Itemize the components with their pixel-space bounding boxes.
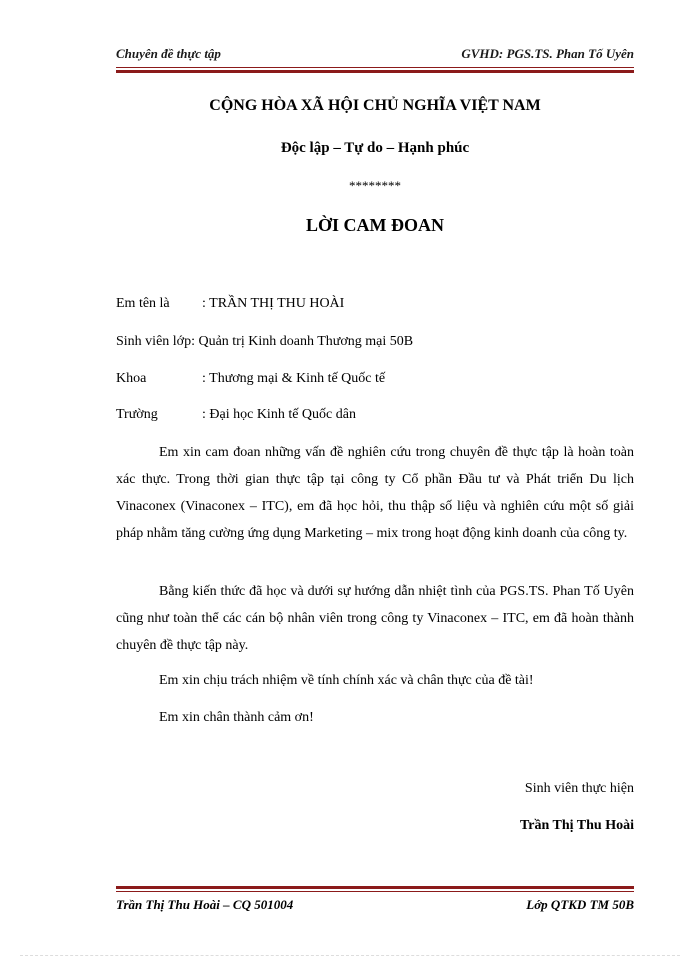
info-value: : TRẦN THỊ THU HOÀI <box>202 296 345 311</box>
body-paragraph: Em xin cam đoan những vấn đề nghiên cứu trong chuyên đề thực tập là hoàn toàn xác thực. Trong thời gian thực tập tại công ty Cổ phần Đầu tư và Phát triển Du lịch Vinaconex (Vinaconex – ITC), em đã học hỏi, thu thập số liệu và nghiên cứu một số giải pháp nhằm tăng cường ứng dụng Marketing – mix trong hoạt động kinh doanh của công ty. <box>116 445 634 541</box>
header-rule-thick <box>116 70 634 73</box>
footer-right-text: Lớp QTKD TM 50B <box>526 897 634 912</box>
info-value: : Thương mại & Kinh tế Quốc tế <box>202 371 386 386</box>
page-bottom-edge <box>20 955 680 956</box>
body-paragraph: Em xin chịu trách nhiệm về tính chính xác và chân thực của đề tài! <box>159 673 534 688</box>
national-motto: Độc lập – Tự do – Hạnh phúc <box>280 140 470 156</box>
national-title: CỘNG HÒA XÃ HỘI CHỦ NGHĨA VIỆT NAM <box>209 97 541 114</box>
header-left-text: Chuyên đề thực tập <box>116 46 221 61</box>
body-paragraph: Em xin chân thành cảm ơn! <box>159 710 314 725</box>
info-row-school <box>116 407 356 423</box>
info-row-name <box>116 296 344 312</box>
info-value: : Quản trị Kinh doanh Thương mại 50B <box>191 334 414 349</box>
header-rule-thin <box>116 67 634 68</box>
page-header <box>116 46 634 66</box>
info-label: Em tên là <box>116 296 170 311</box>
info-label: Khoa <box>116 371 147 386</box>
footer-rule-thin <box>116 891 634 892</box>
footer-rule-thick <box>116 886 634 889</box>
signature-name: Trần Thị Thu Hoài <box>520 818 634 833</box>
page-footer <box>116 897 634 917</box>
footer-left-text: Trần Thị Thu Hoài – CQ 501004 <box>116 897 294 912</box>
signature-role: Sinh viên thực hiện <box>524 781 634 796</box>
info-label: Trường <box>116 407 158 422</box>
info-row-class <box>116 334 413 350</box>
document-title: LỜI CAM ĐOAN <box>306 215 444 235</box>
info-label: Sinh viên lớp <box>116 334 192 349</box>
header-right-text: GVHD: PGS.TS. Phan Tố Uyên <box>461 46 634 61</box>
info-row-faculty <box>116 371 385 387</box>
info-value: : Đại học Kinh tế Quốc dân <box>202 407 356 422</box>
body-paragraph: Bằng kiến thức đã học và dưới sự hướng dẫn nhiệt tình của PGS.TS. Phan Tố Uyên cũng như toàn thể các cán bộ nhân viên trong công ty Vinaconex – ITC, em đã hoàn thành chuyên đề thực tập này. <box>116 584 634 653</box>
stars-separator: ******** <box>349 178 401 193</box>
